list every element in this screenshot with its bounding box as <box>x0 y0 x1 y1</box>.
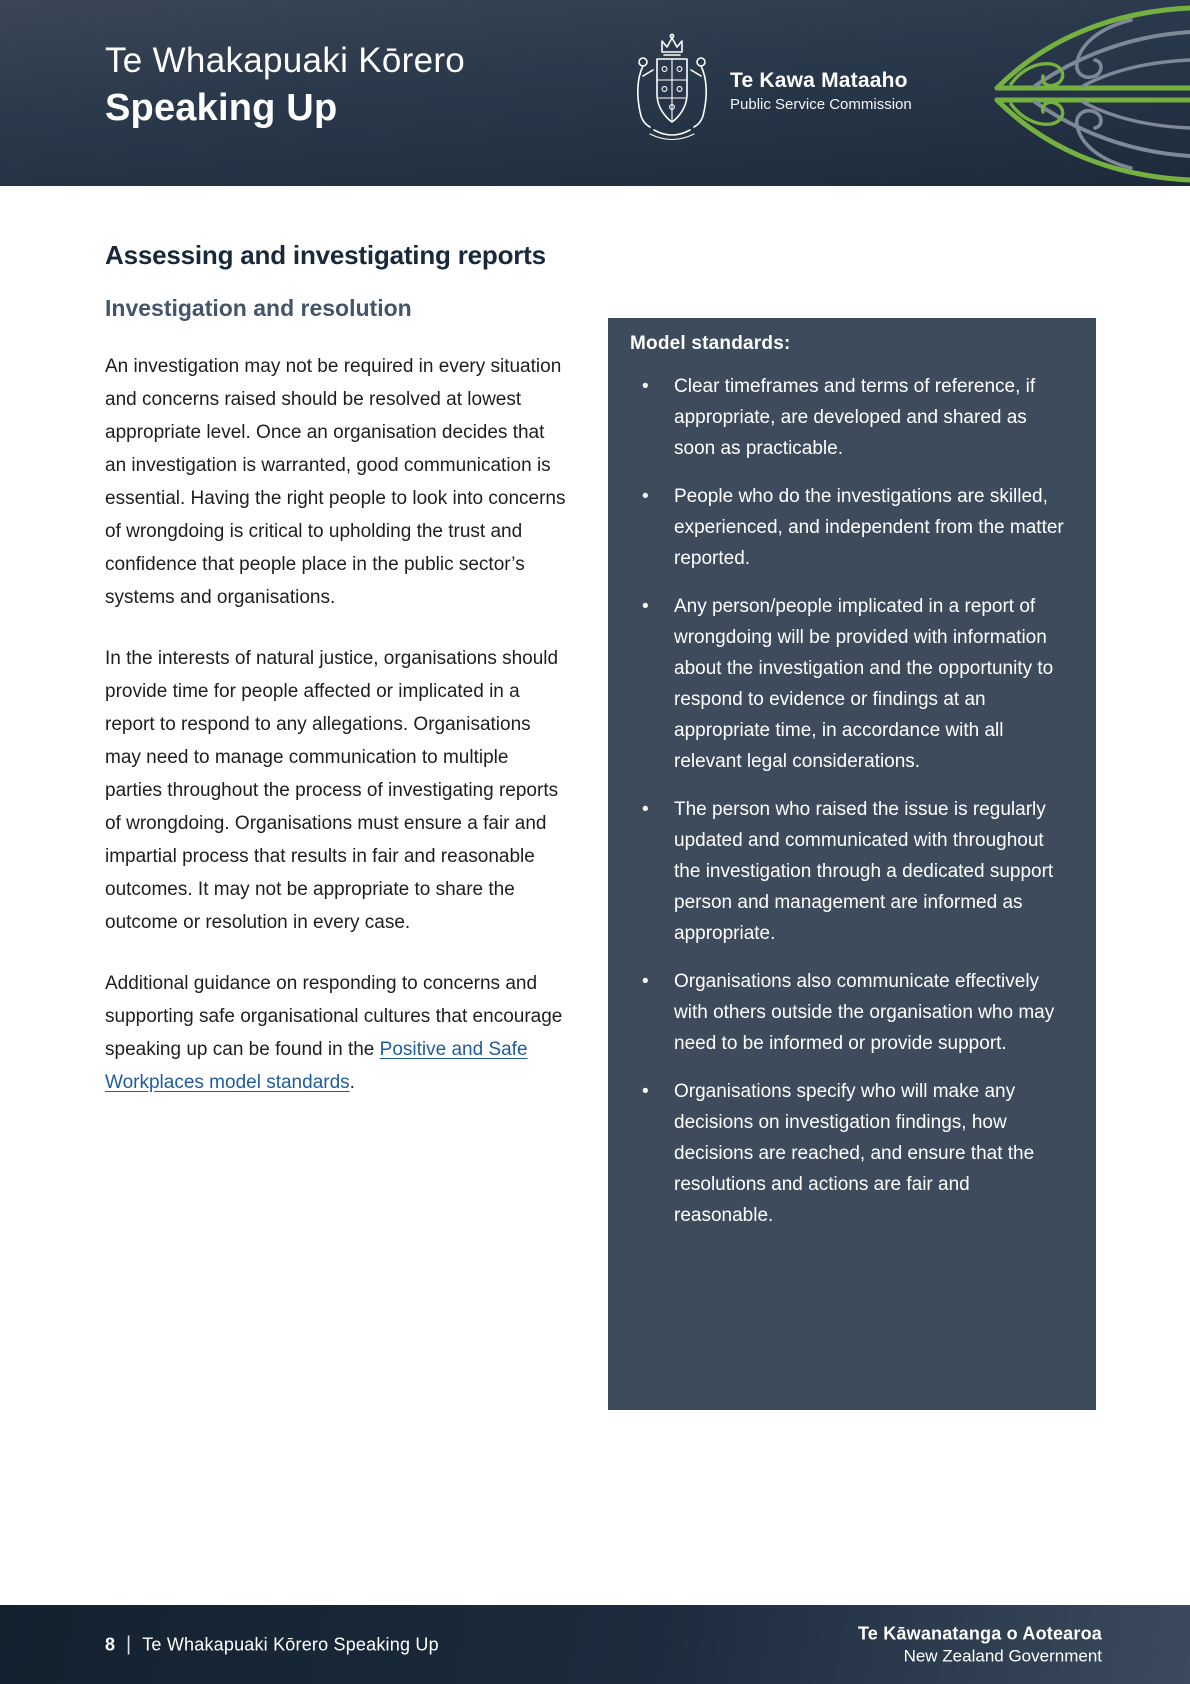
model-standard-item: • Organisations also communicate effectively with others outside the organisation who may need to be informed or provide support. <box>630 966 1072 1059</box>
model-standard-item: • Clear timeframes and terms of reference, if appropriate, are developed and shared as soon as practicable. <box>630 371 1072 464</box>
subsection-heading: Investigation and resolution <box>105 295 412 321</box>
model-standard-item: • The person who raised the issue is regularly updated and communicated with throughout the investigation through a dedicated support person and management are informed as appropriate. <box>630 794 1072 949</box>
model-standards-link[interactable]: Positive and Safe Workplaces model standards <box>105 1039 528 1093</box>
footer-doc-title: Te Whakapuaki Kōrero Speaking Up <box>142 1634 439 1654</box>
page-header <box>0 0 1190 186</box>
body-text <box>105 350 567 1099</box>
model-standard-item: • Any person/people implicated in a report of wrongdoing will be provided with information about the investigation and the opportunity to respond to evidence or findings at an appropriate time, in accordance with all relevant legal considerations. <box>630 591 1072 777</box>
body-paragraph: An investigation may not be required in every situation and concerns raised should be resolved at lowest appropriate level. Once an organisation decides that an investigation is warranted, good communication is essential. Having the right people to look into concerns of wrongdoing is critical to upholding the trust and confidence that people place in the public sector’s systems and organisations. <box>105 356 566 608</box>
document-title-english: Speaking Up <box>105 87 338 129</box>
agency-name: Te Kawa Mataaho <box>730 69 908 92</box>
model-standards-box <box>608 318 1096 1410</box>
model-standards-list <box>630 371 1072 1231</box>
section-heading: Assessing and investigating reports <box>105 240 546 270</box>
footer-separator: | <box>126 1633 132 1655</box>
body-paragraph-with-link <box>105 967 567 1099</box>
page-number: 8 <box>105 1634 116 1654</box>
model-standard-item: • Organisations specify who will make any decisions on investigation findings, how decisions are reached, and ensure that the resolutions and actions are fair and reasonable. <box>630 1076 1072 1231</box>
closing-text-after-link: . <box>349 1072 355 1093</box>
document-title-maori: Te Whakapuaki Kōrero <box>105 41 466 80</box>
main-content <box>105 240 567 1099</box>
koru-pattern-icon <box>935 0 1190 186</box>
agency-subtitle: Public Service Commission <box>730 96 912 113</box>
nz-government-wordmark <box>858 1623 1102 1666</box>
agency-logo <box>626 26 912 156</box>
model-standards-heading: Model standards: <box>630 333 791 354</box>
coat-of-arms-icon <box>626 32 718 150</box>
model-standard-item: • People who do the investigations are skilled, experienced, and independent from the matter reported. <box>630 481 1072 574</box>
agency-logo-text <box>730 69 912 113</box>
document-title-block <box>105 40 465 132</box>
footer-page-info <box>105 1633 439 1656</box>
gov-english-name: New Zealand Government <box>903 1646 1102 1665</box>
gov-maori-name: Te Kāwanatanga o Aotearoa <box>857 1623 1102 1643</box>
closing-text-before-link: Additional guidance on responding to concerns and supporting safe organisational cultures that encourage speaking up can be found in the <box>105 973 563 1060</box>
page-footer <box>0 1605 1190 1684</box>
body-paragraph: In the interests of natural justice, organisations should provide time for people affected or implicated in a report to respond to any allegations. Organisations may need to manage communication to multiple parties throughout the process of investigating reports of wrongdoing. Organisations must ensure a fair and impartial process that results in fair and reasonable outcomes. It may not be appropriate to share the outcome or resolution in every case. <box>105 648 559 933</box>
